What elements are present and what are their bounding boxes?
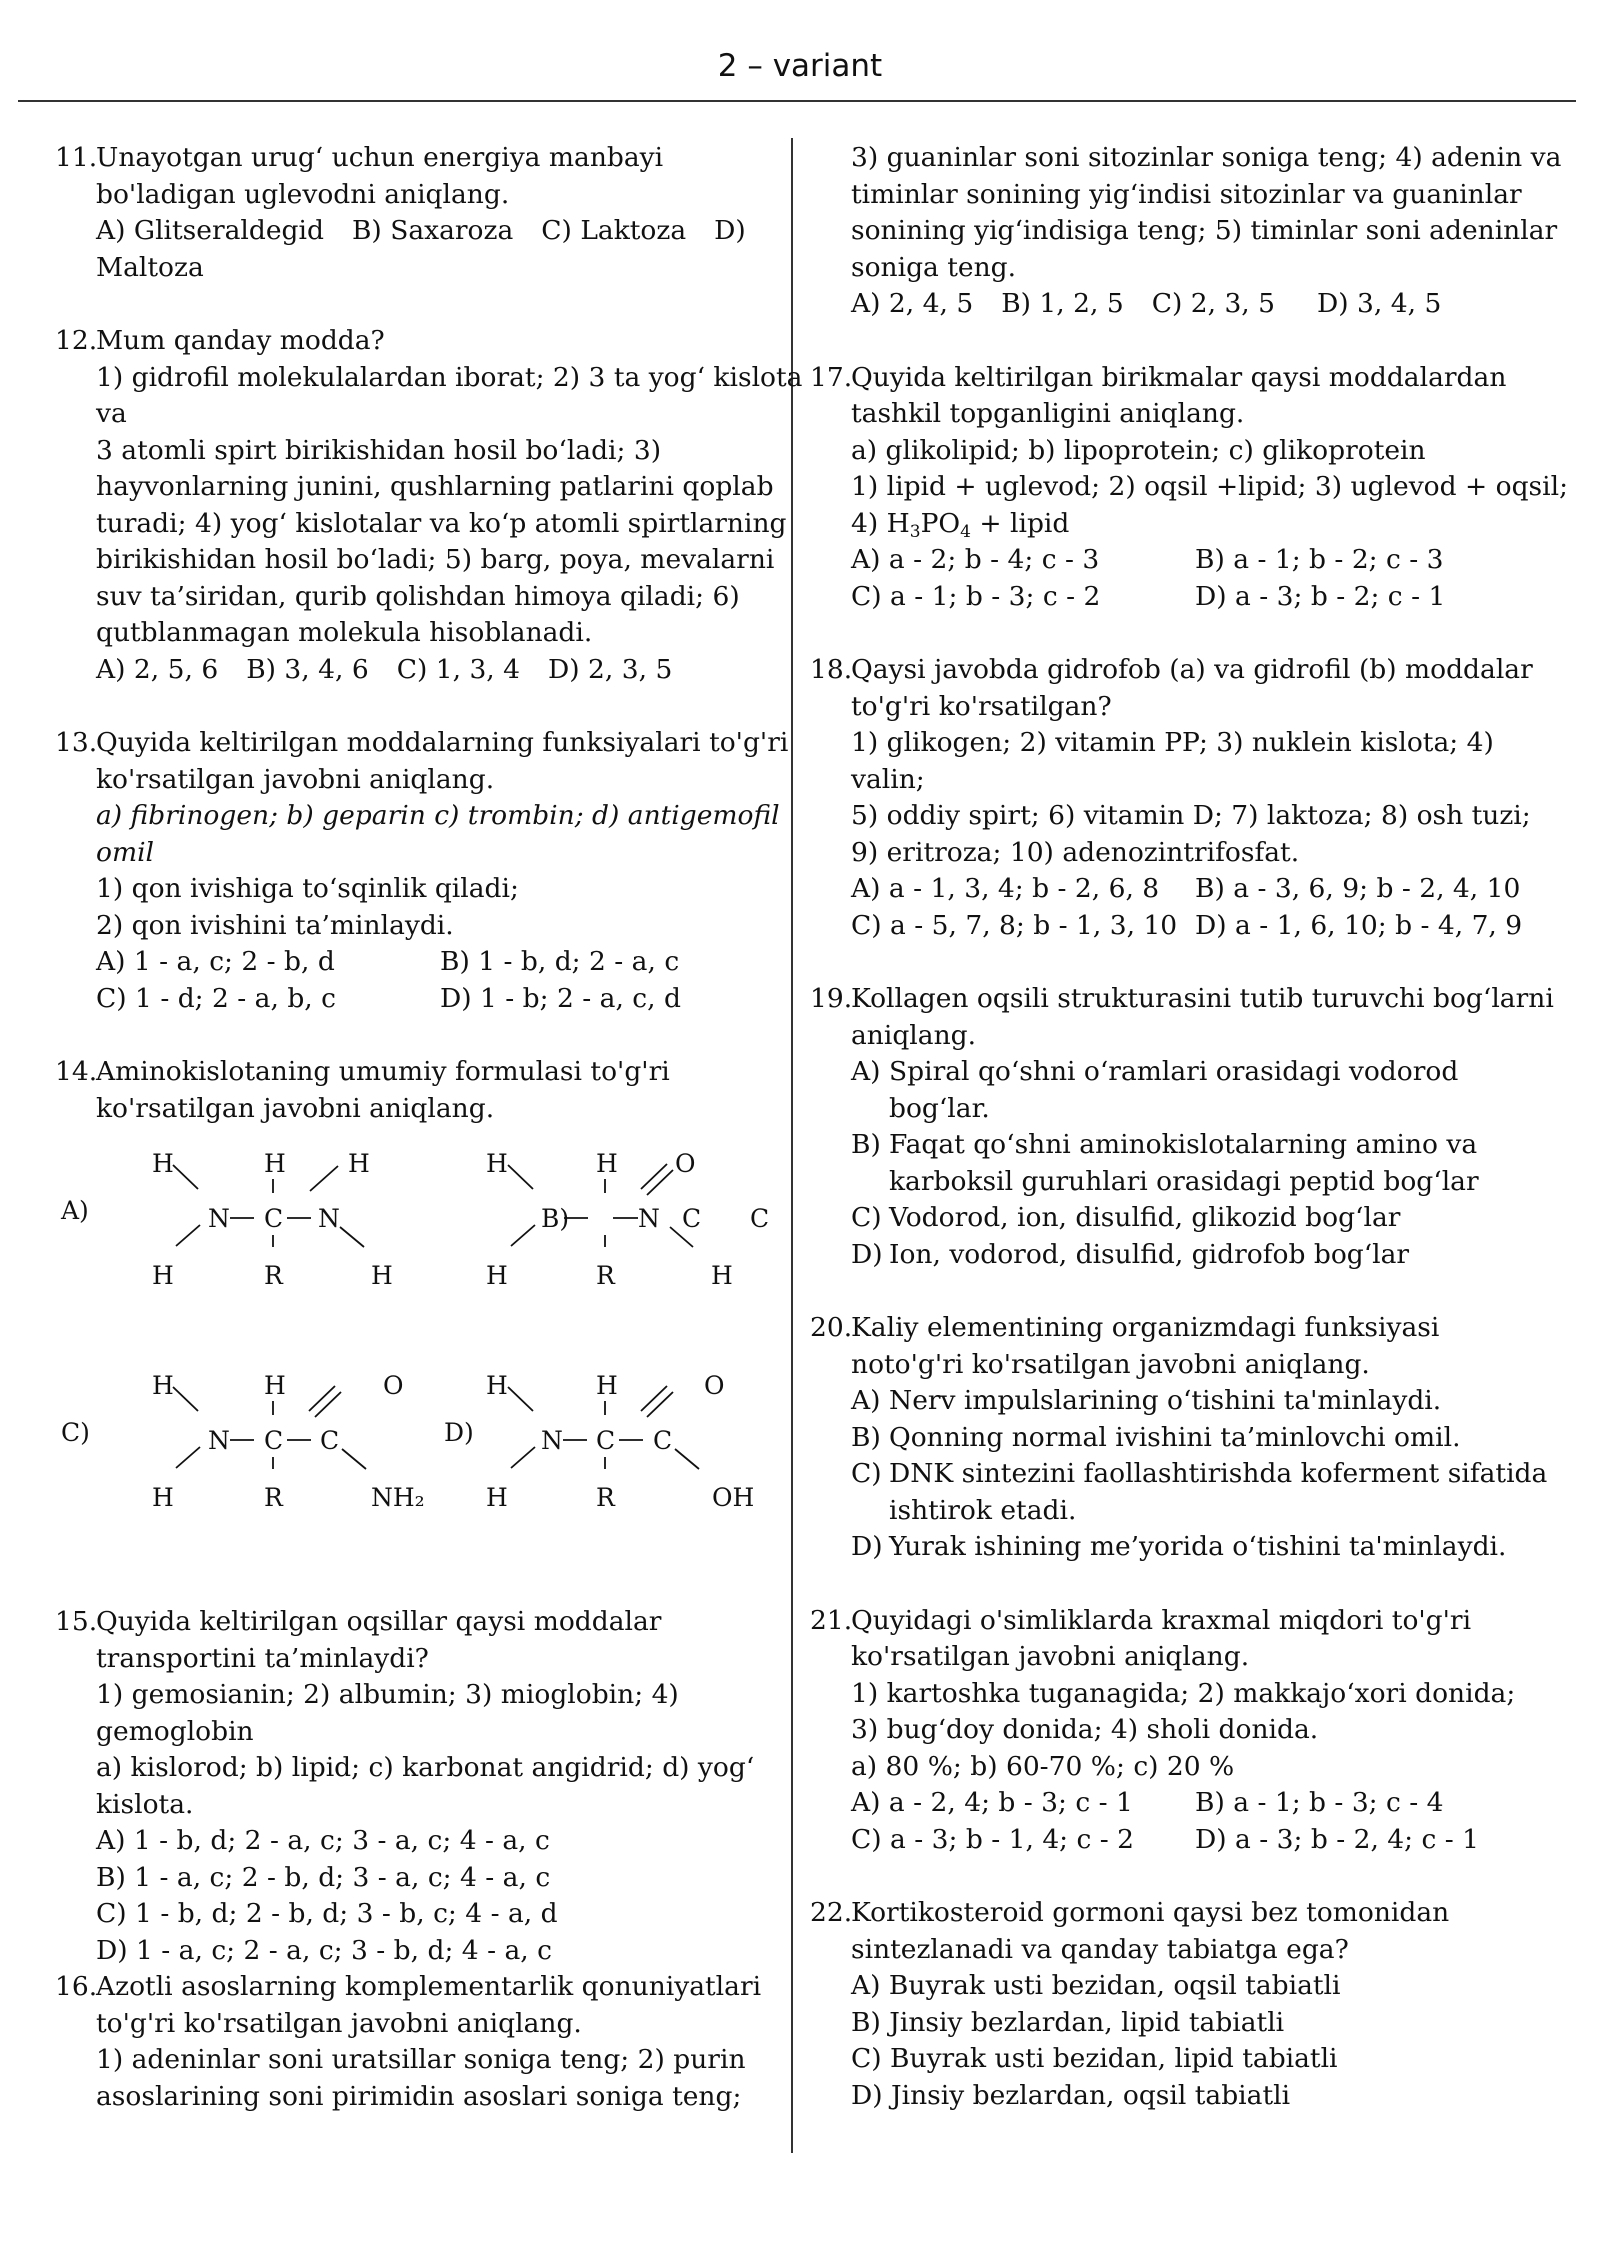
- option-a[interactable]: A) a - 1, 3, 4; b - 2, 6, 8: [851, 873, 1160, 904]
- option-letter: B): [851, 1129, 881, 1160]
- formula-text: PO: [920, 507, 961, 539]
- atom-h: H: [152, 1483, 174, 1512]
- atom-h: H: [486, 1483, 508, 1512]
- question-text: gemoglobin: [96, 1715, 254, 1747]
- atom-h: H: [371, 1261, 393, 1290]
- option-text: Yurak ishining me’yorida o‘tishini ta'minlaydi.: [889, 1531, 1507, 1562]
- option-c[interactable]: C) a - 1; b - 3; c - 2: [851, 580, 1101, 612]
- question-19: [810, 981, 1570, 1273]
- question-text: hayvonlarning junini, qushlarning patlarini qoplab: [96, 471, 774, 502]
- option-text: DNK sintezini faollashtirishda koferment sifatida: [889, 1458, 1548, 1489]
- question-text: Azotli asoslarning komplementarlik qonuniyatlari: [96, 1971, 762, 2002]
- formula-subscript: 3: [909, 521, 921, 542]
- atom-h: H: [596, 1371, 618, 1400]
- question-text: Aminokislotaning umumiy formulasi to'g'ri: [96, 1056, 670, 1087]
- option-letter: C): [851, 1458, 882, 1489]
- option-c[interactable]: C) Laktoza: [541, 215, 687, 246]
- atom-h: H: [596, 1149, 618, 1178]
- option-c[interactable]: C) a - 5, 7, 8; b - 1, 3, 10: [851, 909, 1178, 941]
- question-text: transportini ta’minlaydi?: [96, 1642, 429, 1674]
- option-d[interactable]: D) 2, 3, 5: [548, 653, 673, 685]
- atom-h: H: [486, 1149, 508, 1178]
- question-text: [851, 506, 1570, 543]
- question-text: Unayotgan urug‘ uchun energiya manbayi: [96, 142, 664, 173]
- question-text: Quyidagi o'simliklarda kraxmal miqdori to'g'ri: [851, 1604, 1472, 1636]
- option-d[interactable]: D) 1 - a, c; 2 - a, c; 3 - b, d; 4 - a, c: [96, 1934, 552, 1966]
- answer-options: [810, 871, 1570, 944]
- option-a[interactable]: [810, 1383, 1570, 1420]
- atom-o: O: [704, 1371, 725, 1400]
- option-letter: C): [851, 1202, 882, 1233]
- question-text: qutblanmagan molekula hisoblanadi.: [96, 617, 593, 648]
- option-a[interactable]: A) 2, 5, 6: [96, 653, 219, 685]
- atom-r: R: [596, 1261, 615, 1290]
- question-text: 5) oddiy spirt; 6) vitamin D; 7) laktoza; 8) osh tuzi;: [851, 800, 1531, 831]
- atom-c: C: [682, 1204, 702, 1233]
- question-text: sonining yig‘indisiga teng; 5) timinlar soni adeninlar: [851, 215, 1558, 246]
- option-text: Vodorod, ion, disulfid, glikozid bog‘lar: [889, 1202, 1401, 1233]
- answer-options: [851, 286, 1570, 323]
- option-label: A): [61, 1196, 89, 1225]
- option-b[interactable]: B) Saxaroza: [351, 215, 514, 246]
- answer-options: [96, 213, 770, 250]
- question-12: [55, 323, 803, 688]
- option-b[interactable]: B) 1 - a, c; 2 - b, d; 3 - a, c; 4 - a, c: [96, 1861, 551, 1893]
- answer-options: [810, 542, 1570, 615]
- atom-h: H: [264, 1371, 286, 1400]
- left-column: [55, 140, 803, 2115]
- option-a[interactable]: [810, 1054, 1570, 1127]
- option-letter: A): [851, 1385, 881, 1416]
- atom-h: H: [152, 1149, 174, 1178]
- option-b[interactable]: [810, 1127, 1570, 1200]
- option-letter: B): [851, 1421, 881, 1453]
- atom-r: R: [264, 1483, 283, 1512]
- question-text: 1) gemosianin; 2) albumin; 3) mioglobin; 4): [96, 1679, 679, 1710]
- question-text: tashkil topganligini aniqlang.: [851, 398, 1245, 429]
- question-text: Quyida keltirilgan moddalarning funksiyalari to'g'ri: [96, 727, 789, 758]
- option-text: Faqat qo‘shni aminokislotalarning amino va: [889, 1129, 1478, 1160]
- question-text: Kaliy elementining organizmdagi funksiyasi: [851, 1312, 1440, 1343]
- question-16: [55, 1969, 770, 2115]
- question-18: [810, 652, 1570, 944]
- option-text: ishtirok etadi.: [889, 1494, 1077, 1526]
- atom-c: C: [320, 1426, 340, 1455]
- question-text: aniqlang.: [851, 1019, 977, 1051]
- formula-b[interactable]: [486, 1149, 769, 1290]
- answer-options: [55, 944, 770, 1017]
- question-text: omil: [96, 836, 155, 868]
- question-text: ko'rsatilgan javobni aniqlang.: [851, 1641, 1250, 1672]
- option-c[interactable]: C) Buyrak usti bezidan, lipid tabiatli: [851, 2043, 1338, 2074]
- option-c[interactable]: C) 1 - b, d; 2 - b, d; 3 - b, c; 4 - a, d: [96, 1898, 558, 1929]
- option-text: bog‘lar.: [889, 1092, 990, 1124]
- question-13: [55, 725, 789, 1017]
- question-text: 3) bug‘doy donida; 4) sholi donida.: [851, 1714, 1319, 1745]
- atom-n: N: [638, 1204, 660, 1233]
- option-d[interactable]: D) a - 1, 6, 10; b - 4, 7, 9: [1195, 909, 1523, 941]
- option-d-continued[interactable]: Maltoza: [96, 251, 204, 283]
- atom-c: C: [750, 1204, 770, 1233]
- page-header: 2 – variant: [717, 48, 883, 84]
- atom-r: R: [264, 1261, 283, 1290]
- option-a[interactable]: A) a - 2, 4; b - 3; c - 1: [851, 1787, 1133, 1818]
- option-c[interactable]: [810, 1200, 1570, 1237]
- option-d[interactable]: D) 1 - b; 2 - a, c, d: [440, 982, 681, 1014]
- formula-text: 4) H: [851, 507, 910, 539]
- atom-o: O: [675, 1149, 696, 1178]
- question-text: 3) guaninlar soni sitozinlar soniga teng; 4) adenin va: [851, 142, 1562, 173]
- question-15: [55, 1604, 770, 1969]
- question-text: suv ta’siridan, qurib qolishdan himoya qiladi; 6): [96, 580, 740, 612]
- question-number: 16.: [55, 1971, 98, 2002]
- question-text: Kollagen oqsili strukturasini tutib turuvchi bog‘larni: [851, 983, 1554, 1014]
- atom-r: R: [596, 1483, 615, 1512]
- question-text: 1) lipid + uglevod; 2) oqsil +lipid; 3) uglevod + oqsil;: [851, 471, 1569, 502]
- option-d[interactable]: D) Jinsiy bezlardan, oqsil tabiatli: [851, 2079, 1291, 2111]
- option-a[interactable]: A) Glitseraldegid: [96, 215, 324, 246]
- question-text: a) kislorod; b) lipid; c) karbonat angidrid; d) yog‘: [96, 1752, 755, 1783]
- option-text: karboksil guruhlari orasidagi peptid bog‘lar: [889, 1165, 1479, 1197]
- option-c[interactable]: C) 1 - d; 2 - a, b, c: [96, 982, 336, 1014]
- question-number: 19.: [810, 983, 853, 1014]
- formula-d[interactable]: [444, 1371, 754, 1512]
- question-number: 13.: [55, 727, 98, 758]
- question-16-continued: [810, 140, 1570, 323]
- question-21: [810, 1603, 1570, 1859]
- question-number: 18.: [810, 654, 853, 685]
- option-label: B): [541, 1204, 570, 1233]
- option-b[interactable]: [810, 1420, 1570, 1457]
- question-number: 22.: [810, 1897, 853, 1928]
- question-number: 12.: [55, 325, 98, 356]
- question-text: noto'g'ri ko'rsatilgan javobni aniqlang.: [851, 1348, 1370, 1380]
- question-text: 1) adeninlar soni uratsillar soniga teng; 2) purin: [96, 2044, 746, 2075]
- atom-n: N: [541, 1426, 563, 1455]
- option-c[interactable]: C) a - 3; b - 1, 4; c - 2: [851, 1823, 1135, 1855]
- question-text: Quyida keltirilgan oqsillar qaysi moddalar: [96, 1606, 662, 1637]
- option-b[interactable]: B) 1 - b, d; 2 - a, c: [440, 946, 680, 977]
- atom-n: N: [208, 1426, 230, 1455]
- option-d[interactable]: [810, 1529, 1570, 1566]
- question-22: [810, 1895, 1570, 2114]
- atom-h: H: [264, 1149, 286, 1178]
- group-nh2: NH₂: [371, 1483, 425, 1512]
- question-text: valin;: [851, 763, 925, 795]
- question-text: asoslarining soni pirimidin asoslari soniga teng;: [96, 2080, 742, 2112]
- option-b[interactable]: B) a - 1; b - 2; c - 3: [1195, 544, 1444, 575]
- question-text: sintezlanadi va qanday tabiatga ega?: [851, 1933, 1349, 1965]
- structural-formulas: [55, 1139, 770, 1567]
- atom-c: C: [264, 1426, 284, 1455]
- atom-n: N: [208, 1204, 230, 1233]
- atom-h: H: [711, 1261, 733, 1290]
- option-d[interactable]: D) a - 3; b - 2; c - 1: [1195, 580, 1446, 612]
- question-text: 2) qon ivishini ta’minlaydi.: [96, 909, 454, 941]
- question-number: 17.: [810, 361, 853, 393]
- option-c[interactable]: C) 1, 3, 4: [396, 653, 521, 685]
- question-text: turadi; 4) yog‘ kislotalar va ko‘p atomli spirtlarning: [96, 507, 787, 539]
- atom-h: H: [486, 1371, 508, 1400]
- option-text: Nerv impulslarining o‘tishini ta'minlaydi.: [889, 1385, 1442, 1416]
- option-b[interactable]: B) 3, 4, 6: [246, 653, 369, 685]
- option-label: D): [444, 1418, 474, 1447]
- answer-options: [96, 652, 802, 689]
- question-text: va: [96, 398, 127, 429]
- question-20: [810, 1310, 1570, 1566]
- option-text: Qonning normal ivishini ta’minlovchi omil.: [889, 1421, 1461, 1453]
- question-number: 11.: [55, 142, 98, 173]
- atom-h: H: [152, 1261, 174, 1290]
- atom-n: N: [318, 1204, 340, 1233]
- question-text: ko'rsatilgan javobni aniqlang.: [96, 763, 495, 795]
- option-a[interactable]: A) 1 - a, c; 2 - b, d: [96, 946, 335, 977]
- question-17: [810, 360, 1570, 616]
- option-letter: A): [851, 1056, 881, 1087]
- answer-options: [810, 1785, 1570, 1858]
- atom-c: C: [264, 1204, 284, 1233]
- question-text: soniga teng.: [851, 251, 1017, 283]
- question-text: Kortikosteroid gormoni qaysi bez tomonidan: [851, 1897, 1450, 1928]
- atom-c: C: [596, 1426, 616, 1455]
- question-text: timinlar sonining yig‘indisi sitozinlar va guaninlar: [851, 178, 1522, 210]
- atom-h: H: [486, 1261, 508, 1290]
- option-c[interactable]: [810, 1456, 1570, 1529]
- question-number: 14.: [55, 1056, 98, 1087]
- formula-a[interactable]: [60, 1149, 393, 1290]
- option-c[interactable]: C) 2, 3, 5: [1151, 288, 1276, 319]
- option-b[interactable]: B) Jinsiy bezlardan, lipid tabiatli: [851, 2006, 1285, 2038]
- right-column: [810, 140, 1570, 2114]
- atom-h: H: [152, 1371, 174, 1400]
- atom-h: H: [348, 1149, 370, 1178]
- question-14: [55, 1054, 770, 1567]
- question-text: 1) glikogen; 2) vitamin PP; 3) nuklein kislota; 4): [851, 727, 1494, 758]
- question-text: to'g'ri ko'rsatilgan?: [851, 690, 1112, 722]
- option-letter: D): [851, 1238, 883, 1270]
- atom-c: C: [653, 1426, 673, 1455]
- question-text: to'g'ri ko'rsatilgan javobni aniqlang.: [96, 2007, 582, 2039]
- question-text: a) glikolipid; b) lipoprotein; c) glikoprotein: [851, 434, 1426, 466]
- question-text: birikishidan hosil bo‘ladi; 5) barg, poya, mevalarni: [96, 544, 775, 575]
- option-text: Ion, vodorod, disulfid, gidrofob bog‘lar: [889, 1238, 1410, 1270]
- question-number: 15.: [55, 1606, 98, 1637]
- atom-o: O: [383, 1371, 404, 1400]
- formula-subscript: 4: [960, 521, 971, 542]
- question-text: kislota.: [96, 1788, 194, 1820]
- question-text: a) fibrinogen; b) geparin c) trombin; d) antigemofil: [96, 800, 780, 831]
- option-a[interactable]: A) 2, 4, 5: [851, 288, 974, 319]
- question-text: 9) eritroza; 10) adenozintrifosfat.: [851, 836, 1300, 868]
- option-b[interactable]: B) a - 3, 6, 9; b - 2, 4, 10: [1195, 873, 1521, 904]
- formula-text: + lipid: [970, 507, 1070, 539]
- header-divider: [18, 100, 1576, 102]
- option-d[interactable]: D) 3, 4, 5: [1317, 288, 1442, 319]
- group-oh: OH: [712, 1483, 755, 1512]
- option-a[interactable]: A) a - 2; b - 4; c - 3: [851, 544, 1100, 575]
- question-text: 1) kartoshka tuganagida; 2) makkajo‘xori donida;: [851, 1677, 1516, 1709]
- option-d[interactable]: [810, 1237, 1570, 1274]
- question-text: Qaysi javobda gidrofob (a) va gidrofil (b) moddalar: [851, 654, 1533, 685]
- question-text: bo'ladigan uglevodni aniqlang.: [96, 178, 510, 210]
- option-d[interactable]: D): [714, 215, 746, 246]
- question-text: ko'rsatilgan javobni aniqlang.: [96, 1092, 495, 1124]
- question-number: 21.: [810, 1604, 853, 1636]
- option-letter: D): [851, 1531, 883, 1562]
- option-label: C): [61, 1418, 90, 1447]
- option-a[interactable]: A) 1 - b, d; 2 - a, c; 3 - a, c; 4 - a, c: [96, 1825, 550, 1856]
- question-text: 1) gidrofil molekulalardan iborat; 2) 3 ta yog‘ kislota: [96, 361, 803, 393]
- question-text: 3 atomli spirt birikishidan hosil bo‘ladi; 3): [96, 434, 662, 466]
- option-a[interactable]: A) Buyrak usti bezidan, oqsil tabiatli: [851, 1970, 1341, 2001]
- question-11: [55, 140, 770, 286]
- question-number: 20.: [810, 1312, 853, 1343]
- question-text: 1) qon ivishiga to‘sqinlik qiladi;: [96, 873, 519, 904]
- option-b[interactable]: B) a - 1; b - 3; c - 4: [1195, 1787, 1444, 1818]
- option-d[interactable]: D) a - 3; b - 2, 4; c - 1: [1195, 1823, 1480, 1855]
- option-b[interactable]: B) 1, 2, 5: [1001, 288, 1124, 319]
- question-text: a) 80 %; b) 60-70 %; c) 20 %: [851, 1750, 1235, 1782]
- formula-c[interactable]: [61, 1371, 425, 1512]
- question-text: Mum qanday modda?: [96, 325, 385, 356]
- question-text: Quyida keltirilgan birikmalar qaysi moddalardan: [851, 361, 1507, 393]
- option-text: Spiral qo‘shni o‘ramlari orasidagi vodorod: [889, 1056, 1459, 1087]
